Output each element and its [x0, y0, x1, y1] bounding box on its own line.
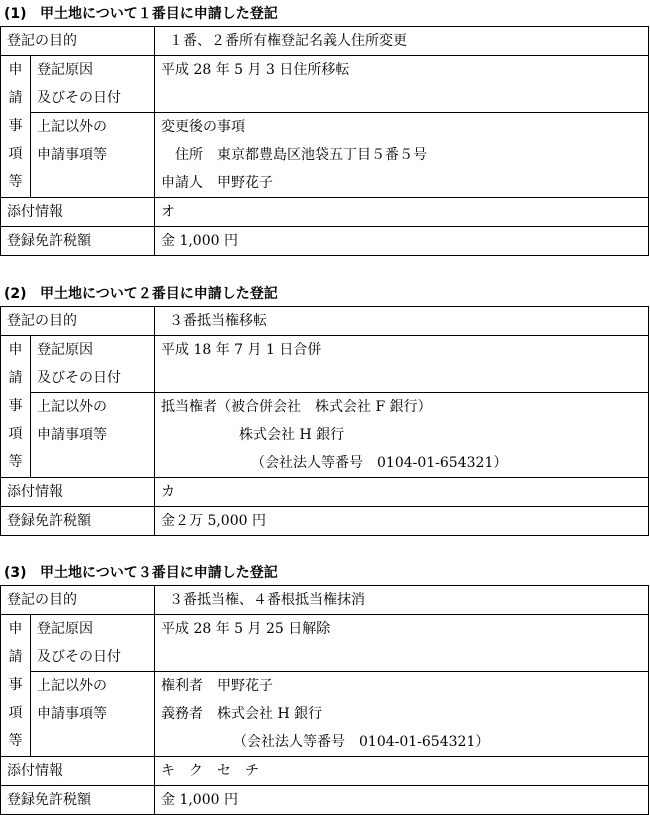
value-line: 抵当権者（被合併会社 株式会社 F 銀行） — [161, 399, 432, 415]
section-title: 甲土地について１番目に申請した登記 — [40, 6, 278, 22]
attach-label: 添付情報 — [1, 198, 155, 227]
label-line: 上記以外の — [37, 399, 107, 415]
vertical-char: 申 — [8, 342, 23, 358]
label-line: 申請事項等 — [37, 147, 107, 163]
other-label — [31, 672, 155, 757]
vertical-char: 事 — [8, 118, 23, 134]
vertical-char: 請 — [8, 90, 23, 106]
vertical-char: 請 — [8, 370, 23, 386]
registration-table — [0, 306, 649, 536]
purpose-value: １番、２番所有権登記名義人住所変更 — [155, 27, 649, 56]
other-value — [155, 113, 649, 198]
section-number: (2) — [4, 286, 27, 302]
cause-row — [1, 615, 649, 672]
registration-table — [0, 26, 649, 256]
label-line: 及びその日付 — [37, 370, 121, 386]
purpose-row — [1, 586, 649, 615]
cause-row — [1, 56, 649, 113]
tax-row — [1, 786, 649, 815]
registration-table — [0, 585, 649, 815]
section-heading — [0, 2, 650, 26]
value-line: （会社法人等番号 0104-01-654321） — [233, 734, 490, 750]
tax-value: 金 1,000 円 — [155, 227, 649, 256]
attach-label: 添付情報 — [1, 757, 155, 786]
other-row — [1, 393, 649, 478]
tax-label: 登録免許税額 — [1, 227, 155, 256]
application-vertical-label — [1, 336, 31, 478]
vertical-char: 項 — [8, 146, 23, 162]
cause-value: 平成 18 年 7 月 1 日合併 — [155, 336, 649, 393]
label-line: 申請事項等 — [37, 427, 107, 443]
cause-row — [1, 336, 649, 393]
vertical-char: 等 — [8, 454, 23, 470]
tax-row — [1, 227, 649, 256]
purpose-value: ３番抵当権移転 — [155, 307, 649, 336]
vertical-char: 請 — [8, 649, 23, 665]
cause-label — [31, 336, 155, 393]
tax-value: 金２万 5,000 円 — [155, 507, 649, 536]
vertical-char: 項 — [8, 426, 23, 442]
value-line: 住所 東京都豊島区池袋五丁目５番５号 — [175, 147, 427, 163]
purpose-value: ３番抵当権、４番根抵当権抹消 — [155, 586, 649, 615]
attach-value: カ — [155, 478, 649, 507]
attach-row — [1, 478, 649, 507]
purpose-label: 登記の目的 — [1, 586, 155, 615]
section-number: (1) — [4, 6, 27, 22]
label-line: 上記以外の — [37, 119, 107, 135]
cause-label — [31, 615, 155, 672]
vertical-char: 申 — [8, 621, 23, 637]
purpose-row — [1, 307, 649, 336]
vertical-char: 項 — [8, 705, 23, 721]
application-vertical-label — [1, 56, 31, 198]
value-line: 申請人 甲野花子 — [161, 175, 273, 191]
value-line: 株式会社 H 銀行 — [239, 427, 345, 443]
vertical-char: 等 — [8, 733, 23, 749]
cause-value: 平成 28 年 5 月 25 日解除 — [155, 615, 649, 672]
purpose-label: 登記の目的 — [1, 307, 155, 336]
registration-section-1 — [0, 2, 650, 256]
tax-value: 金 1,000 円 — [155, 786, 649, 815]
cause-value: 平成 28 年 5 月 3 日住所移転 — [155, 56, 649, 113]
attach-row — [1, 757, 649, 786]
value-line: 義務者 株式会社 H 銀行 — [161, 706, 323, 722]
purpose-label: 登記の目的 — [1, 27, 155, 56]
application-vertical-label — [1, 615, 31, 757]
section-heading — [0, 282, 650, 306]
vertical-char: 等 — [8, 174, 23, 190]
value-line: 権利者 甲野花子 — [161, 678, 273, 694]
label-line: 申請事項等 — [37, 706, 107, 722]
label-line: 登記原因 — [37, 342, 93, 358]
label-line: 登記原因 — [37, 62, 93, 78]
label-line: 上記以外の — [37, 678, 107, 694]
section-heading — [0, 561, 650, 585]
attach-value: オ — [155, 198, 649, 227]
section-number: (3) — [4, 565, 27, 581]
other-row — [1, 672, 649, 757]
vertical-char: 事 — [8, 398, 23, 414]
attach-value: キ ク セ チ — [155, 757, 649, 786]
cause-label — [31, 56, 155, 113]
section-title: 甲土地について２番目に申請した登記 — [40, 286, 278, 302]
registration-section-3 — [0, 561, 650, 815]
other-value — [155, 393, 649, 478]
other-value — [155, 672, 649, 757]
other-label — [31, 113, 155, 198]
vertical-char: 申 — [8, 62, 23, 78]
label-line: 及びその日付 — [37, 649, 121, 665]
tax-label: 登録免許税額 — [1, 507, 155, 536]
value-line: （会社法人等番号 0104-01-654321） — [251, 455, 508, 471]
value-line: 変更後の事項 — [161, 119, 245, 135]
vertical-char: 事 — [8, 677, 23, 693]
other-label — [31, 393, 155, 478]
registration-section-2 — [0, 282, 650, 536]
purpose-row — [1, 27, 649, 56]
attach-row — [1, 198, 649, 227]
tax-row — [1, 507, 649, 536]
label-line: 及びその日付 — [37, 90, 121, 106]
label-line: 登記原因 — [37, 621, 93, 637]
section-title: 甲土地について３番目に申請した登記 — [40, 565, 278, 581]
other-row — [1, 113, 649, 198]
tax-label: 登録免許税額 — [1, 786, 155, 815]
attach-label: 添付情報 — [1, 478, 155, 507]
